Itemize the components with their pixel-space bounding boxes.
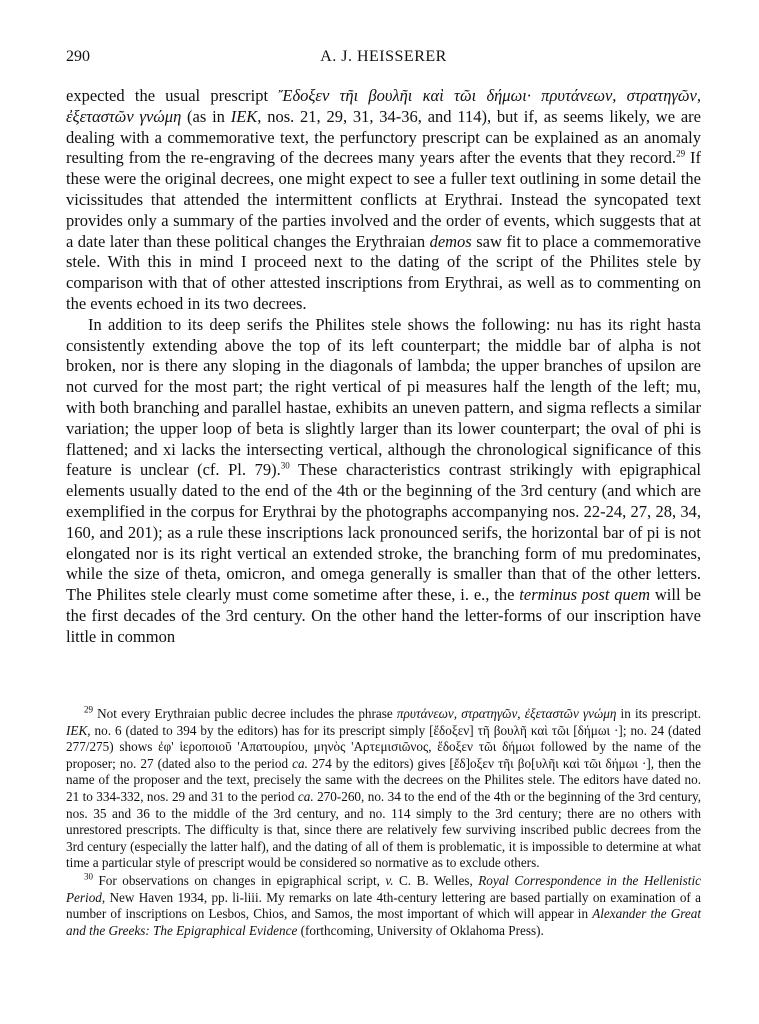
text-run: In addition to its deep serifs the Philites stele shows the following: nu has its right hasta consistently extending above the top of its left counterpart; the middle bar of alpha is not broken, nor is there any sloping in the diagonals of lambda; the upper branches of upsilon are not curved for the most part; the right vertical of pi measures half the length of the left; mu, with both branching and parallel hastae, exhibits an uneven pattern, and sigma reflects a similar variation; the upper loop of beta is slightly larger than its lower counterpart; the oval of phi is flattened; and xi lacks the intersecting vertical, although the chronological significance of this feature is unclear (cf. Pl. 79). bbox=[66, 314, 701, 480]
text-run: (as in bbox=[181, 106, 231, 126]
text-run: in its prescript. bbox=[616, 706, 702, 721]
italic-text: IEK bbox=[230, 106, 258, 126]
running-head: A. J. HEISSERER bbox=[320, 48, 447, 65]
italic-text: Royal Correspondence in the Hellenistic Period, bbox=[66, 872, 701, 905]
text-run: , nos. 21, 29, 31, 34-36, and 114), but if, as seems likely, we are dealing with a commemorative text, the perfunctory prescript can be explained as an anomaly resulting from the re-engraving of the decrees many years after the events that they record. bbox=[66, 106, 701, 168]
italic-text: Ἔδοξεν τῆι βουλῆι καὶ τῶι δήμωι· πρυτάνεων, στρατηγῶν, ἐξεταστῶν γνώμη bbox=[66, 86, 701, 126]
text-run: C. B. Welles, bbox=[393, 872, 479, 888]
italic-text: v. bbox=[385, 872, 394, 888]
text-run: For observations on changes in epigraphical script, bbox=[93, 872, 386, 888]
italic-text: ca. bbox=[297, 788, 314, 804]
text-run: will be the first decades of the 3rd century. On the other hand the letter-forms of our inscription have little in common bbox=[66, 585, 701, 646]
page-header bbox=[66, 48, 701, 68]
text-run: These characteristics contrast strikingly with epigraphical elements usually dated to the end of the 4th or the beginning of the 3rd century (and which are exemplified in the corpus for Erythrai by the photographs accompanying nos. 22-24, 27, 28, 34, 160, and 201); as a rule these inscriptions lack pronounced serifs, the horizontal bar of pi is not elongated nor is its right vertical an extended stroke, the branching form of mu predominates, while the size of theta, omicron, and omega generally is smaller than that of the other letters. The Philites stele clearly must come sometime after these, i. e., the bbox=[66, 460, 701, 605]
italic-text: IEK bbox=[66, 722, 88, 738]
footnote-ref: 29 bbox=[84, 704, 93, 715]
italic-text: πρυτάνεων, στρατηγῶν, ἐξεταστῶν γνώμη bbox=[396, 706, 617, 721]
main-text bbox=[66, 86, 701, 648]
footnote-29 bbox=[66, 706, 701, 872]
paragraph-2 bbox=[66, 315, 701, 648]
paragraph-1 bbox=[66, 86, 701, 315]
text-run: If these were the original decrees, one might expect to see a fuller text outlining in some detail the vicissitudes that attended the intermittent conflicts at Erythrai. Instead the syncopated text provides only a summary of the parties involved and the order of events, which suggests that at a date later than these political changes the Erythraian bbox=[66, 148, 701, 251]
text-run: 270-260, no. 34 to the end of the 4th or the beginning of the 3rd century, nos. 35 and 36 to the middle of the 3rd century, and no. 114 simply to the 3rd century; there are no others with unrestored prescripts. The difficulty is that, since there are relatively few surviving inscribed public decrees from the 3rd century (especially the latter half), and the dating of all of them is problematic, it is impossible to determine at what time a particular style of prescript would be considered so normative as to exclude others. bbox=[66, 788, 702, 871]
text-run: New Haven 1934, pp. li-liii. My remarks on late 4th-century lettering are based partially on examination of a number of inscriptions on Lesbos, Chios, and Samos, the most important of which will appear in bbox=[66, 889, 701, 922]
text-run: (forthcoming, University of Oklahoma Press). bbox=[297, 922, 544, 938]
italic-text: terminus post quem bbox=[519, 585, 651, 605]
footnote-ref: 30 bbox=[280, 460, 290, 471]
italic-text: ca. bbox=[292, 755, 308, 771]
text-run: expected the usual prescript bbox=[66, 86, 279, 105]
italic-text: Alexander the Great and the Greeks: The Epigraphical Evidence bbox=[66, 906, 701, 938]
text-run: 274 by the editors) gives [ἔδ]οξεν τῆι βο[υλῆι καὶ τῶι δήμωι ·], then the name of the proposer and the text, precisely the same with the decrees on the Philites stele. The editors have dated no. 21 to 334-332, nos. 29 and 31 to the period bbox=[66, 755, 701, 804]
page-number: 290 bbox=[66, 48, 90, 65]
footnotes bbox=[66, 706, 701, 940]
footnote-ref: 29 bbox=[676, 148, 686, 159]
text-run: , no. 6 (dated to 394 by the editors) has for its prescript simply [ἔδοξεν] τῆ βουλῆ καὶ τῶι [δήμωι ·]; no. 24 (dated 277/275) shows ἐφ' ἱεροποιοῦ 'Απατουρίου, μηνὸς 'Αρτεμισιῶνος, ἔδοξεν τῶι δήμωι followed by the name of the proposer; no. 27 (dated also to the period bbox=[66, 722, 701, 771]
footnote-ref: 30 bbox=[84, 871, 93, 882]
footnote-30 bbox=[66, 873, 701, 939]
text-run: saw fit to place a commemorative stele. With this in mind I proceed next to the dating of the script of the Philites stele by comparison with that of other attested inscriptions from Erythrai, as well as to commenting on the events echoed in its two decrees. bbox=[66, 231, 701, 313]
text-run: Not every Erythraian public decree includes the phrase bbox=[93, 706, 397, 721]
italic-text: demos bbox=[429, 231, 472, 251]
